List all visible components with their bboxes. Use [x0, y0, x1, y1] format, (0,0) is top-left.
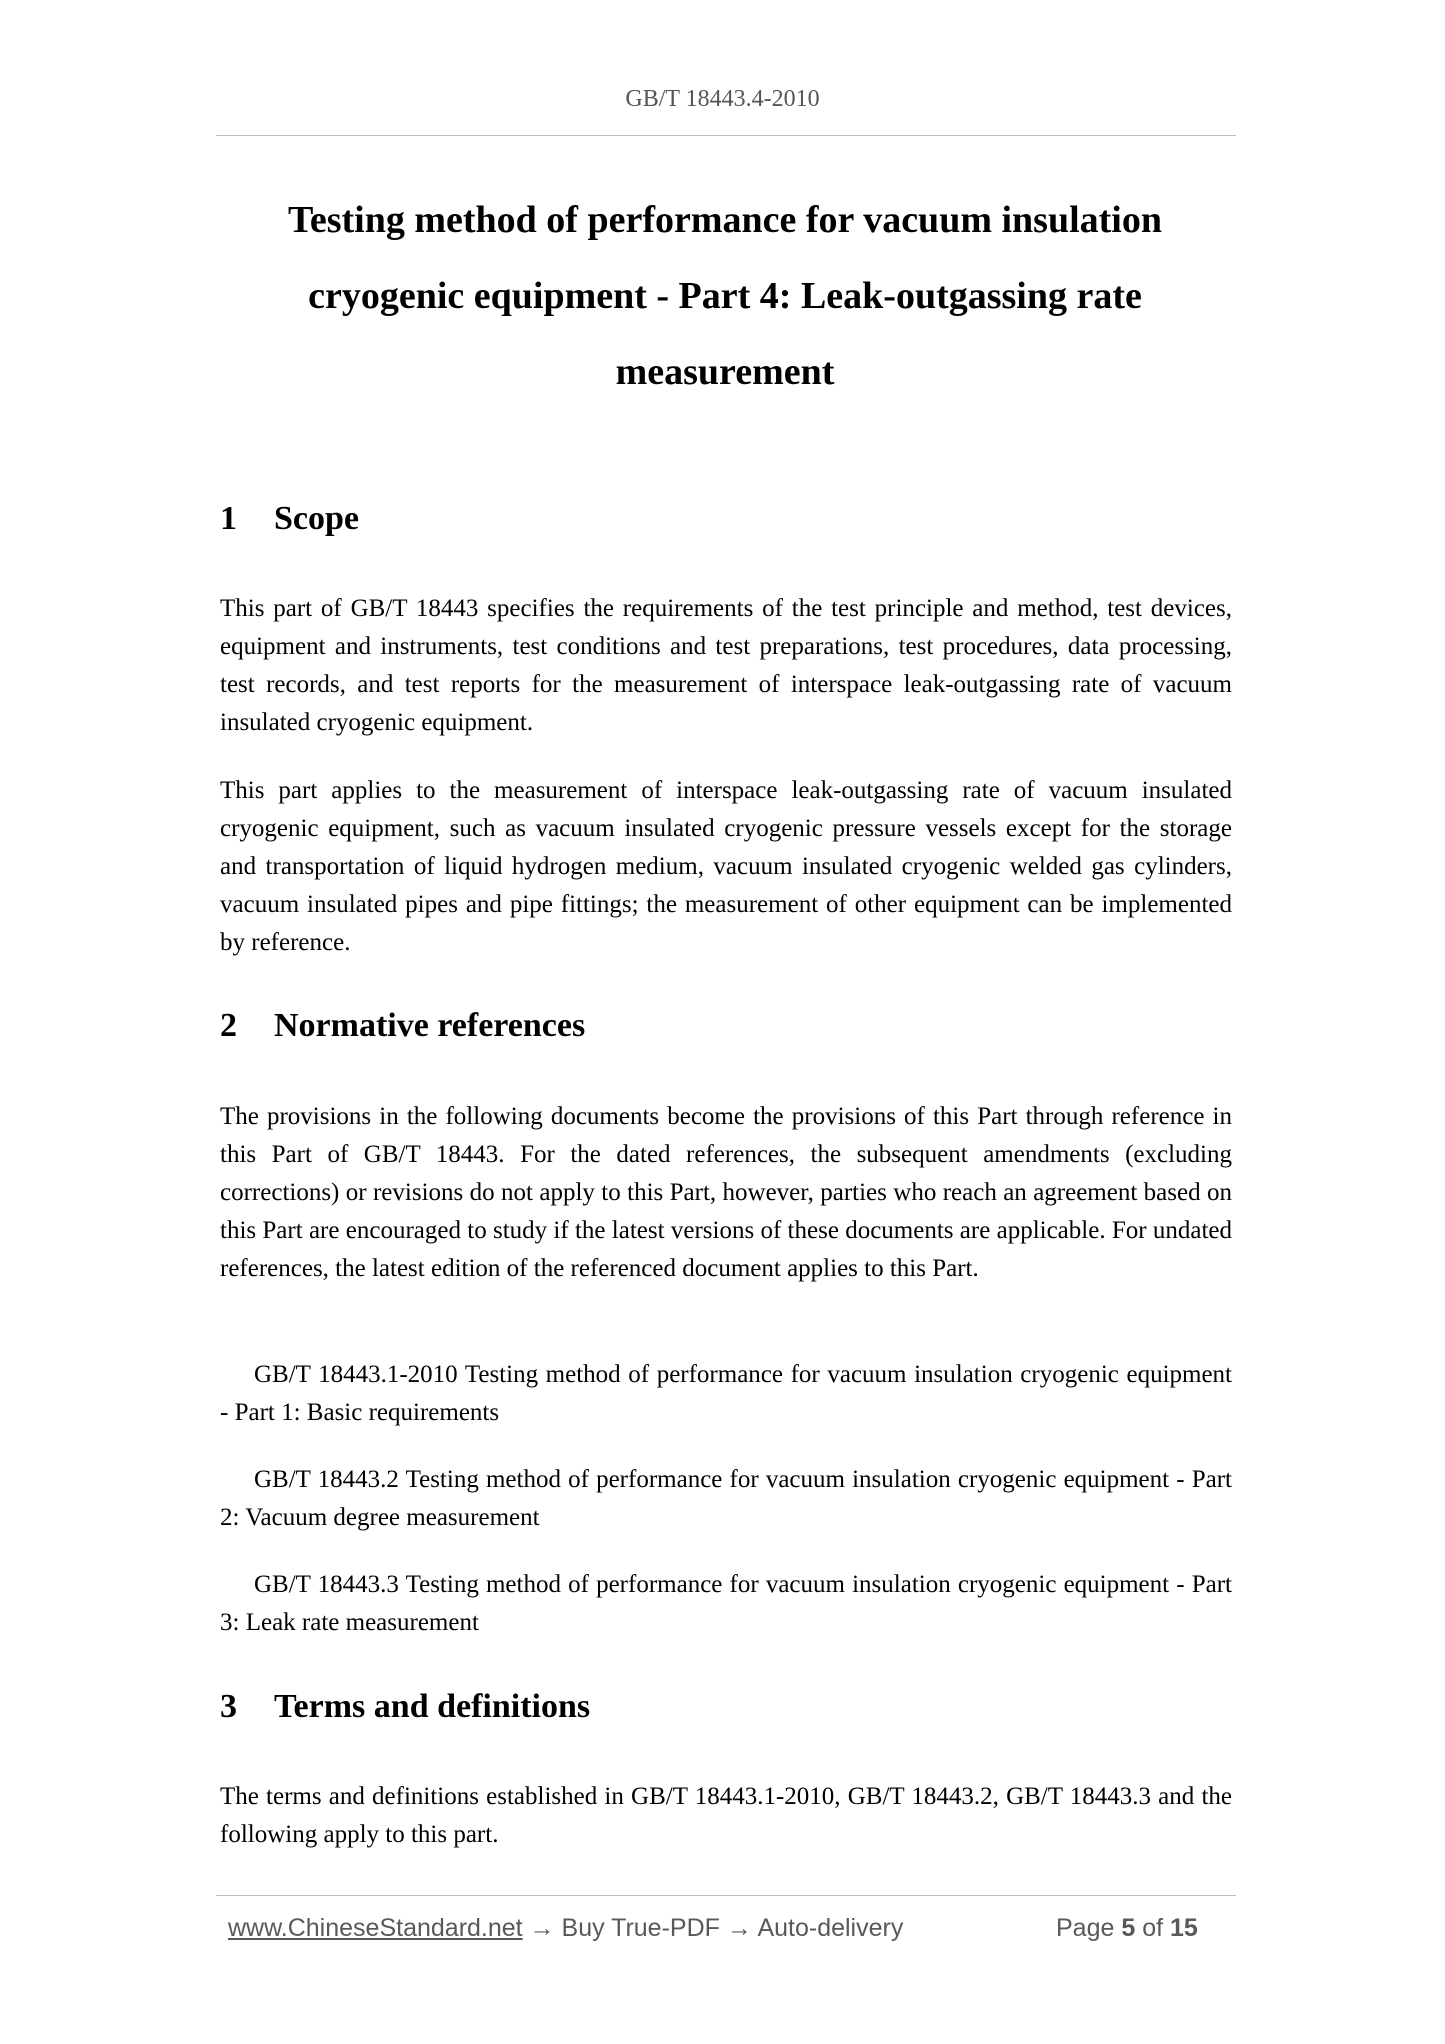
section-number: 3 [220, 1688, 237, 1725]
title-line-2: cryogenic equipment - Part 4: Leak-outgassing rate [308, 275, 1142, 317]
terms-paragraph: The terms and definitions established in GB/T 18443.1-2010, GB/T 18443.2, GB/T 18443.3 and the following apply to this part. [220, 1783, 1232, 1848]
arrow-right-icon: → [529, 1914, 555, 1942]
section-heading-normative-references [220, 1007, 585, 1045]
site-link[interactable]: www.ChineseStandard.net [228, 1914, 523, 1942]
title-line-1: Testing method of performance for vacuum insulation [288, 199, 1162, 241]
arrow-right-icon: → [726, 1914, 752, 1942]
section-heading-scope [220, 500, 359, 538]
header-divider [216, 135, 1236, 136]
page-current: 5 [1121, 1914, 1136, 1942]
auto-delivery-text: Auto-delivery [757, 1914, 904, 1942]
section-title: Scope [274, 500, 359, 537]
scope-paragraph-1: This part of GB/T 18443 specifies the requirements of the test principle and method, test devices, equipment and instruments, test conditions and test preparations, test procedures, data processing, test records, and test reports for the measurement of interspace leak-outgassing rate of vacuum insulated cryogenic equipment. [220, 595, 1232, 736]
reference-item-1: GB/T 18443.1-2010 Testing method of performance for vacuum insulation cryogenic equipment - Part 1: Basic requirements [220, 1361, 1232, 1426]
running-header: GB/T 18443.4-2010 [625, 86, 820, 112]
section-title: Terms and definitions [274, 1688, 591, 1725]
scope-paragraph-2: This part applies to the measurement of interspace leak-outgassing rate of vacuum insulated cryogenic equipment, such as vacuum insulated cryogenic pressure vessels except for the storage and transportation of liquid hydrogen medium, vacuum insulated cryogenic welded gas cylinders, vacuum insulated pipes and pipe fittings; the measurement of other equipment can be implemented by reference. [220, 777, 1232, 956]
page-label: Page [1056, 1914, 1115, 1942]
section-number: 1 [220, 500, 237, 537]
reference-item-2: GB/T 18443.2 Testing method of performance for vacuum insulation cryogenic equipment - Part 2: Vacuum degree measurement [220, 1466, 1232, 1531]
normative-paragraph: The provisions in the following documents become the provisions of this Part through reference in this Part of GB/T 18443. For the dated references, the subsequent amendments (excluding corrections) or revisions do not apply to this Part, however, parties who reach an agreement based on this Part are encouraged to study if the latest versions of these documents are applicable. For undated references, the latest edition of the referenced document applies to this Part. [220, 1103, 1232, 1282]
page-total: 15 [1170, 1914, 1198, 1942]
footer-promo [228, 1914, 903, 1943]
reference-item-3: GB/T 18443.3 Testing method of performance for vacuum insulation cryogenic equipment - Part 3: Leak rate measurement [220, 1571, 1232, 1636]
section-title: Normative references [274, 1007, 586, 1044]
title-line-3: measurement [615, 351, 835, 393]
footer-divider [216, 1895, 1236, 1896]
section-number: 2 [220, 1007, 237, 1044]
buy-true-pdf-text: Buy True-PDF [561, 1914, 720, 1942]
page-indicator [1056, 1914, 1198, 1943]
page-of-label: of [1142, 1914, 1164, 1942]
section-heading-terms-and-definitions [220, 1688, 590, 1726]
document-title [200, 182, 1250, 410]
